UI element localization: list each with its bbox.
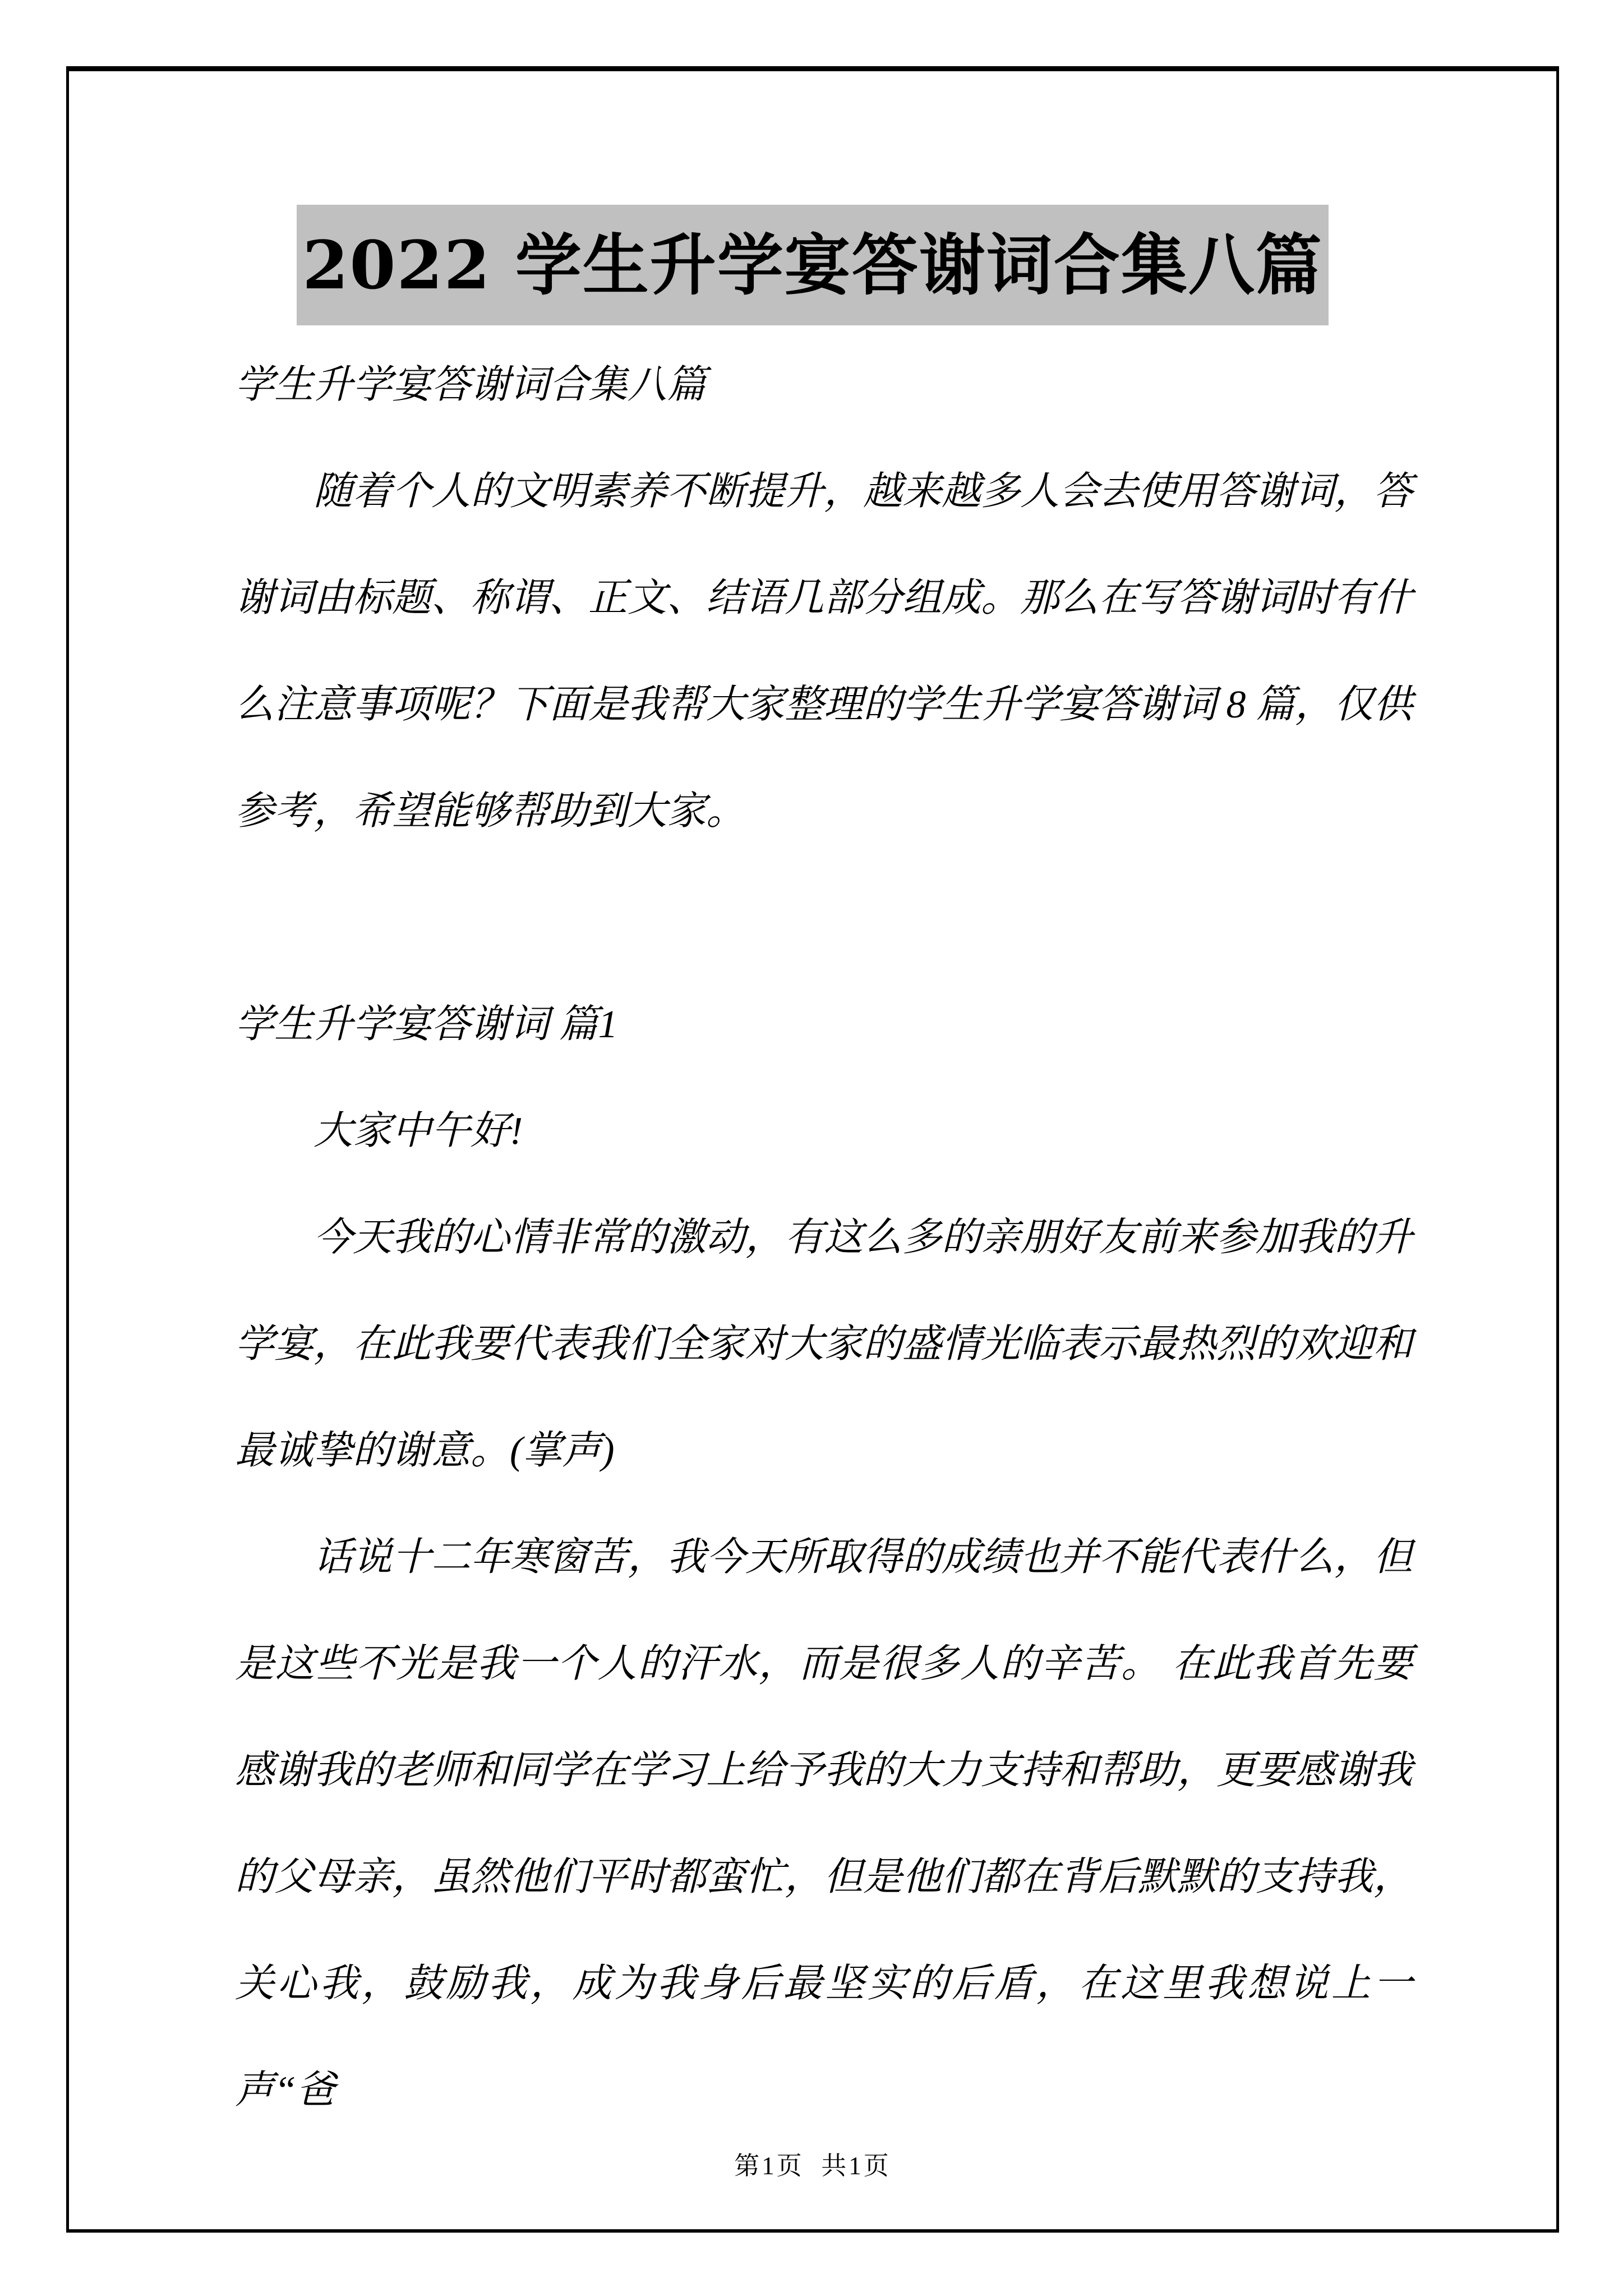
title-row — [69, 205, 1556, 325]
blank-line — [235, 865, 1413, 972]
page-border-frame — [66, 66, 1559, 2233]
paragraph: 学生升学宴答谢词 篇1 — [235, 1003, 618, 1046]
paragraph: 学生升学宴答谢词合集八篇 — [235, 364, 706, 407]
paragraph: 大家中午好! — [313, 1110, 523, 1153]
document-body — [235, 332, 1413, 2144]
document-title: 2022 学生升学宴答谢词合集八篇 — [297, 205, 1329, 325]
paragraph: 话说十二年寒窗苦，我今天所取得的成绩也并不能代表什么，但是这些不光是我一个人的汗水，而是很多人的辛苦。 在此我首先要感谢我的老师和同学在学习上给予我的大力支持和帮助，更要感谢我的父母亲，虽然他们平时都蛮忙，但是他们都在背后默默的支持我，关心我，鼓励我，成为我身后最坚实的后盾，在这里我想说上一声“爸 — [235, 1536, 1413, 2112]
paragraph: 随着个人的文明素养不断提升，越来越多人会去使用答谢词，答谢词由标题、称谓、正文、结语几部分组成。那么在写答谢词时有什么注意事项呢？下面是我帮大家整理的学生升学宴答谢词 8 篇，仅供参考，希望能够帮助到大家。 — [235, 470, 1413, 833]
footer-page-number: 第1页 共1页 — [734, 2152, 891, 2180]
paragraph: 今天我的心情非常的激动，有这么多的亲朋好友前来参加我的升学宴，在此我要代表我们全家对大家的盛情光临表示最热烈的欢迎和最诚挚的谢意。(掌声) — [235, 1216, 1413, 1473]
